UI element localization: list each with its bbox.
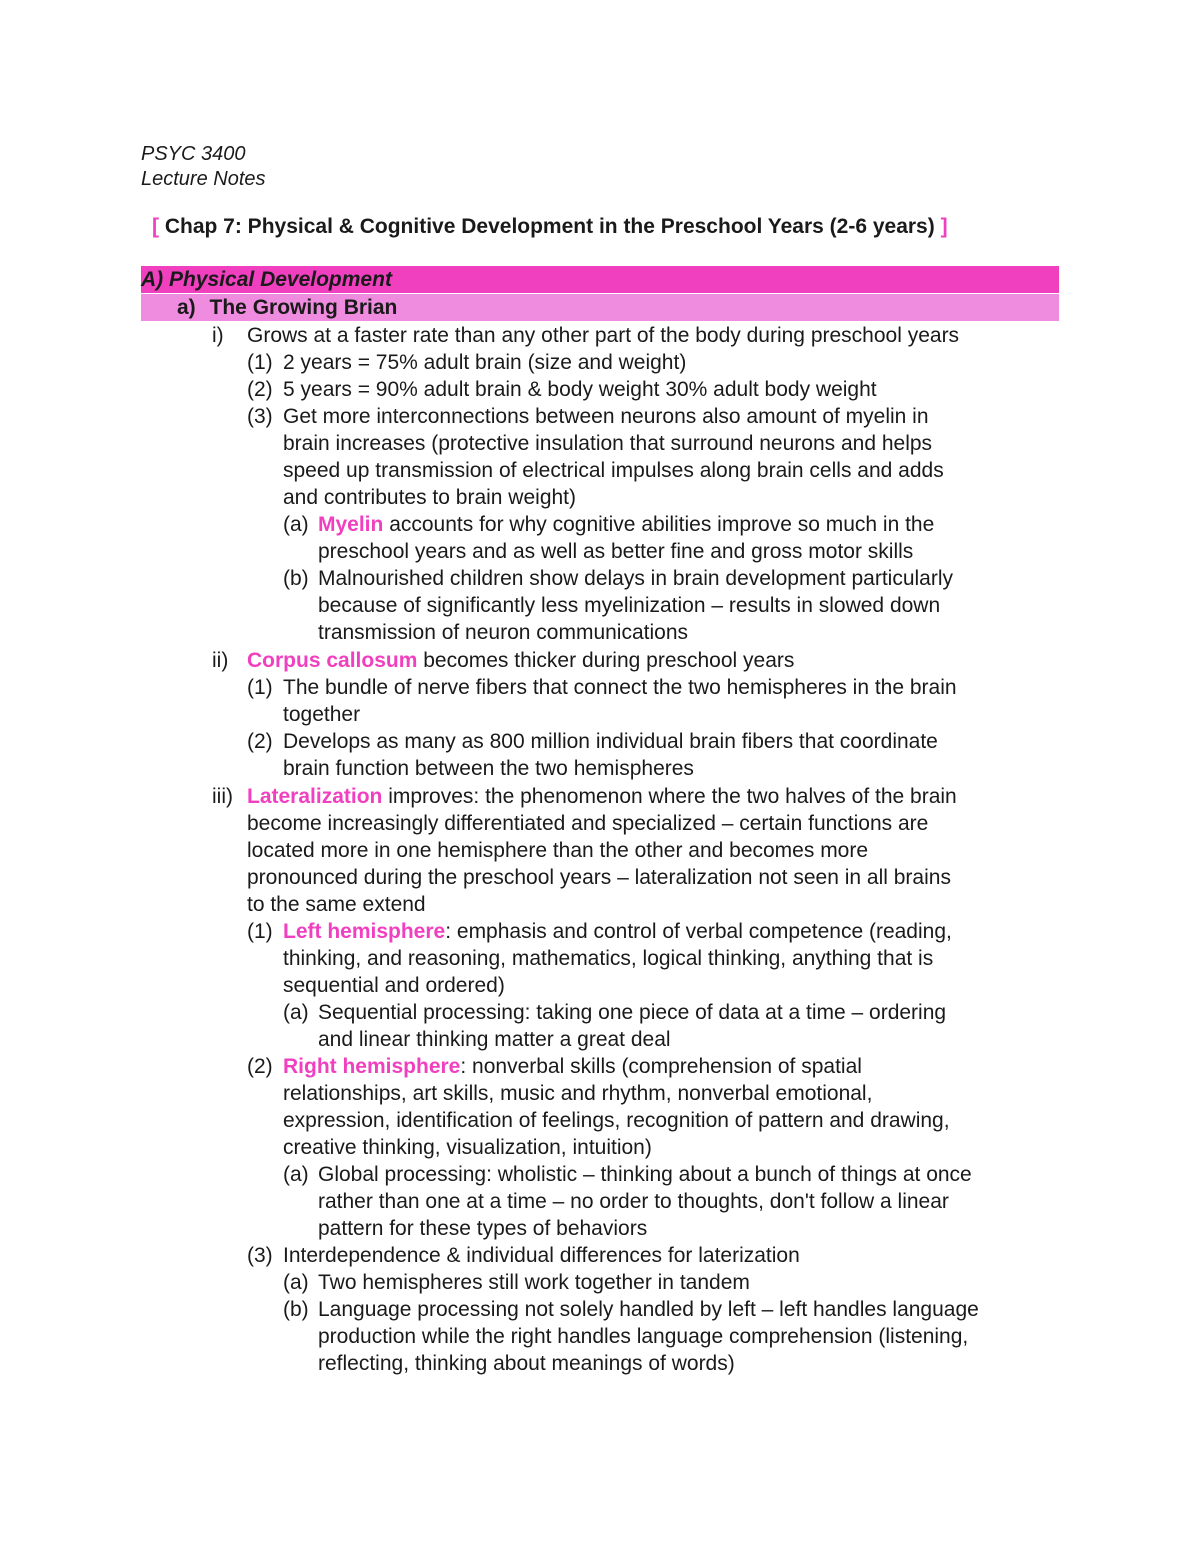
item-ii-2-text-line: Develops as many as 800 million individual brain fibers that coordinate <box>283 730 938 753</box>
item-iii-text-line: located more in one hemisphere than the other and becomes more <box>247 839 869 862</box>
item-i-3-a-text-line: preschool years and as well as better fine and gross motor skills <box>318 540 914 563</box>
item-iii-2-text <box>283 1053 862 1080</box>
item-iii-2-a-text-line: pattern for these types of behaviors <box>318 1217 648 1240</box>
item-i-3-b-text-line: Malnourished children show delays in brain development particularly <box>318 567 954 590</box>
chapter-open-bracket: [ <box>152 215 159 238</box>
item-iii-text-line: become increasingly differentiated and specialized – certain functions are <box>247 812 929 835</box>
item-i-2-number: (2) <box>247 378 273 401</box>
chapter-title-text: Chap 7: Physical & Cognitive Development in the Preschool Years (2-6 years) <box>164 215 935 238</box>
item-i-3-text-line: brain increases (protective insulation that surround neurons and helps <box>283 432 933 455</box>
subsection-title: The Growing Brian <box>209 296 398 319</box>
section-heading <box>141 266 392 293</box>
course-code: PSYC 3400 <box>141 143 246 165</box>
item-ii-1-number: (1) <box>247 676 273 699</box>
item-i-3-a-text <box>318 511 934 538</box>
item-iii-3-b-text-line: reflecting, thinking about meanings of words) <box>318 1352 735 1375</box>
item-iii-1-text <box>283 918 952 945</box>
item-iii-1-text-line: sequential and ordered) <box>283 974 505 997</box>
section-title: Physical Development <box>169 268 392 291</box>
item-iii-2-rest: : nonverbal skills (comprehension of spatial <box>460 1055 862 1078</box>
item-i-3-b-number: (b) <box>283 567 309 590</box>
item-iii-3-number: (3) <box>247 1244 273 1267</box>
item-iii-2-text-line: relationships, art skills, music and rhythm, nonverbal emotional, <box>283 1082 873 1105</box>
item-ii-text <box>247 647 794 674</box>
item-i-3-number: (3) <box>247 405 273 428</box>
term-right-hemisphere: Right hemisphere <box>283 1055 461 1078</box>
item-i-3-text-line: speed up transmission of electrical impulses along brain cells and adds <box>283 459 944 482</box>
item-i-3-b-text-line: because of significantly less myelinization – results in slowed down <box>318 594 941 617</box>
subsection-heading <box>177 294 397 321</box>
item-iii-1-rest: : emphasis and control of verbal competence (reading, <box>445 920 952 943</box>
item-iii-2-a-text-line: rather than one at a time – no order to thoughts, don't follow a linear <box>318 1190 949 1213</box>
term-left-hemisphere: Left hemisphere <box>283 920 446 943</box>
item-iii-text <box>247 783 957 810</box>
item-iii-1-text-line: thinking, and reasoning, mathematics, logical thinking, anything that is <box>283 947 934 970</box>
item-iii-text-line: to the same extend <box>247 893 426 916</box>
item-i-text: Grows at a faster rate than any other part of the body during preschool years <box>247 324 960 347</box>
item-iii-1-a-number: (a) <box>283 1001 309 1024</box>
item-iii-3-text: Interdependence & individual differences for laterization <box>283 1244 800 1267</box>
item-iii-2-a-number: (a) <box>283 1163 309 1186</box>
item-i-3-text-line: Get more interconnections between neurons also amount of myelin in <box>283 405 929 428</box>
item-iii-3-b-text-line: Language processing not solely handled by left – left handles language <box>318 1298 979 1321</box>
item-i-3-text-line: and contributes to brain weight) <box>283 486 577 509</box>
item-iii-1-a-text-line: and linear thinking matter a great deal <box>318 1028 671 1051</box>
item-iii-2-text-line: creative thinking, visualization, intuition) <box>283 1136 652 1159</box>
item-iii-text-line: pronounced during the preschool years – lateralization not seen in all brains <box>247 866 951 889</box>
item-i-3-b-text-line: transmission of neuron communications <box>318 621 689 644</box>
item-i-3-a-rest: accounts for why cognitive abilities improve so much in the <box>383 513 935 536</box>
item-iii-1-number: (1) <box>247 920 273 943</box>
item-i-3-a-number: (a) <box>283 513 309 536</box>
item-iii-2-a-text-line: Global processing: wholistic – thinking about a bunch of things at once <box>318 1163 972 1186</box>
item-i-1-text: 2 years = 75% adult brain (size and weight) <box>283 351 687 374</box>
item-ii-1-text-line: together <box>283 703 361 726</box>
item-ii-2-number: (2) <box>247 730 273 753</box>
item-ii-2-text-line: brain function between the two hemispheres <box>283 757 694 780</box>
item-i-number: i) <box>212 324 224 347</box>
item-iii-number: iii) <box>212 785 233 808</box>
item-iii-2-number: (2) <box>247 1055 273 1078</box>
section-label: A) <box>141 268 164 291</box>
item-ii-number: ii) <box>212 649 229 672</box>
item-iii-3-a-number: (a) <box>283 1271 309 1294</box>
chapter-title <box>152 214 948 240</box>
term-myelin: Myelin <box>318 513 384 536</box>
item-iii-3-b-text-line: production while the right handles language comprehension (listening, <box>318 1325 969 1348</box>
subsection-label: a) <box>177 296 196 319</box>
item-iii-2-text-line: expression, identification of feelings, recognition of pattern and drawing, <box>283 1109 950 1132</box>
item-iii-rest: improves: the phenomenon where the two halves of the brain <box>382 785 957 808</box>
item-iii-1-a-text-line: Sequential processing: taking one piece of data at a time – ordering <box>318 1001 947 1024</box>
term-lateralization: Lateralization <box>247 785 383 808</box>
item-i-1-number: (1) <box>247 351 273 374</box>
document-type: Lecture Notes <box>141 168 266 190</box>
term-corpus-callosum: Corpus callosum <box>247 649 418 672</box>
item-iii-3-a-text: Two hemispheres still work together in tandem <box>318 1271 750 1294</box>
item-i-2-text: 5 years = 90% adult brain & body weight 30% adult body weight <box>283 378 877 401</box>
item-ii-1-text-line: The bundle of nerve fibers that connect the two hemispheres in the brain <box>283 676 957 699</box>
chapter-close-bracket: ] <box>940 215 948 238</box>
item-ii-rest: becomes thicker during preschool years <box>417 649 795 672</box>
item-iii-3-b-number: (b) <box>283 1298 309 1321</box>
